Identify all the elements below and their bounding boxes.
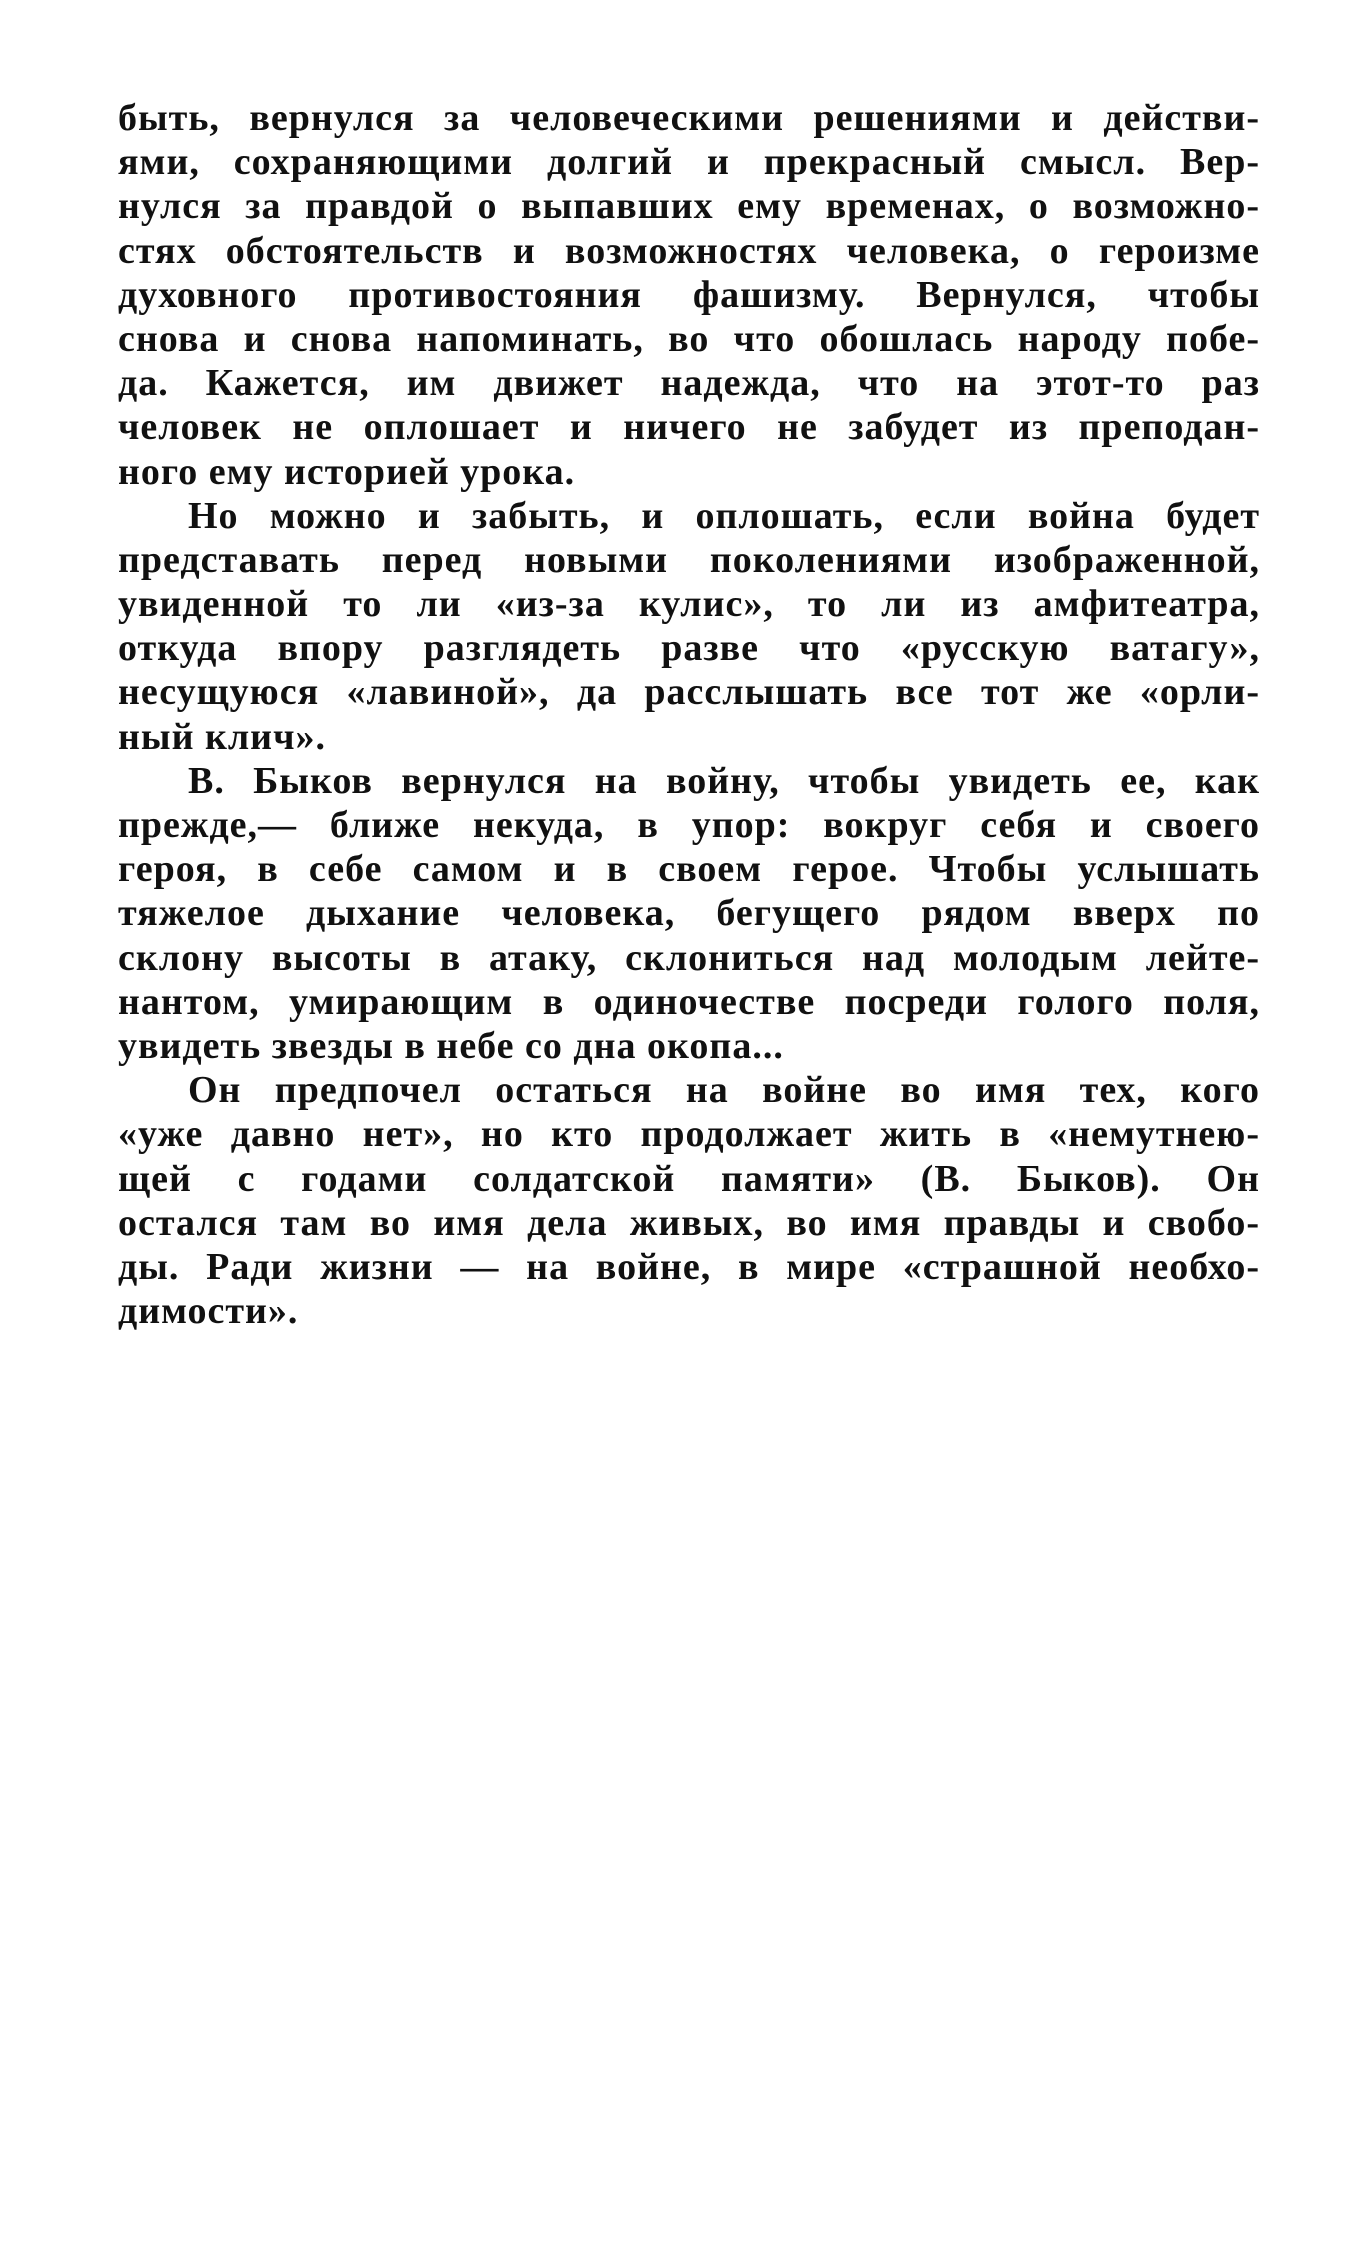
text-line: духовного противостояния фашизму. Вернулся, чтобы xyxy=(118,273,1260,316)
text-line: прежде,— ближе некуда, в упор: вокруг себя и своего xyxy=(118,804,1260,846)
paragraph-4 xyxy=(118,1068,1260,1333)
text-line: склону высоты в атаку, склониться над молодым лейте- xyxy=(118,936,1260,979)
text-line: нулся за правдой о выпавших ему временах, о возможно- xyxy=(118,185,1260,228)
text-line: димости». xyxy=(118,1290,299,1333)
text-line: В. Быков вернулся на войну, чтобы увидеть ее, как xyxy=(188,759,1260,802)
text-line: откуда впору разглядеть разве что «русскую ватагу», xyxy=(118,627,1260,670)
text-line: ды. Ради жизни — на войне, в мире «страшной необхо- xyxy=(118,1245,1260,1288)
paragraph-1 xyxy=(118,96,1260,494)
text-line: ями, сохраняющими долгий и прекрасный смысл. Вер- xyxy=(118,141,1260,184)
text-line: Он предпочел остаться на войне во имя тех, кого xyxy=(188,1069,1260,1112)
page-text xyxy=(118,96,1260,1333)
text-line: снова и снова напоминать, во что обошлась народу побе- xyxy=(118,317,1260,360)
text-line: стях обстоятельств и возможностях человека, о героизме xyxy=(118,229,1260,272)
text-line: нантом, умирающим в одиночестве посреди голого поля, xyxy=(118,980,1260,1023)
text-line: ный клич». xyxy=(118,715,326,758)
text-line: Но можно и забыть, и оплошать, если война будет xyxy=(188,494,1260,537)
paragraph-3 xyxy=(118,759,1260,1068)
text-line: увидеть звезды в небе со дна окопа... xyxy=(118,1024,784,1067)
text-line: человек не оплошает и ничего не забудет из преподан- xyxy=(118,406,1260,449)
text-line: «уже давно нет», но кто продолжает жить в «немутнею- xyxy=(118,1113,1260,1156)
text-line: да. Кажется, им движет надежда, что на этот-то раз xyxy=(118,362,1260,405)
text-line: щей с годами солдатской памяти» (В. Быков). Он xyxy=(118,1157,1260,1200)
text-line: увиденной то ли «из-за кулис», то ли из амфитеатра, xyxy=(118,583,1260,626)
text-line: представать перед новыми поколениями изображенной, xyxy=(118,538,1260,581)
text-line: несущуюся «лавиной», да расслышать все тот же «орли- xyxy=(118,671,1260,714)
text-line: героя, в себе самом и в своем герое. Чтобы услышать xyxy=(118,848,1260,891)
paragraph-2 xyxy=(118,494,1260,759)
text-line: быть, вернулся за человеческими решениями и действи- xyxy=(118,97,1260,139)
text-line: ного ему историей урока. xyxy=(118,450,576,493)
text-line: остался там во имя дела живых, во имя правды и свобо- xyxy=(118,1201,1260,1244)
text-line: тяжелое дыхание человека, бегущего рядом вверх по xyxy=(118,892,1260,935)
